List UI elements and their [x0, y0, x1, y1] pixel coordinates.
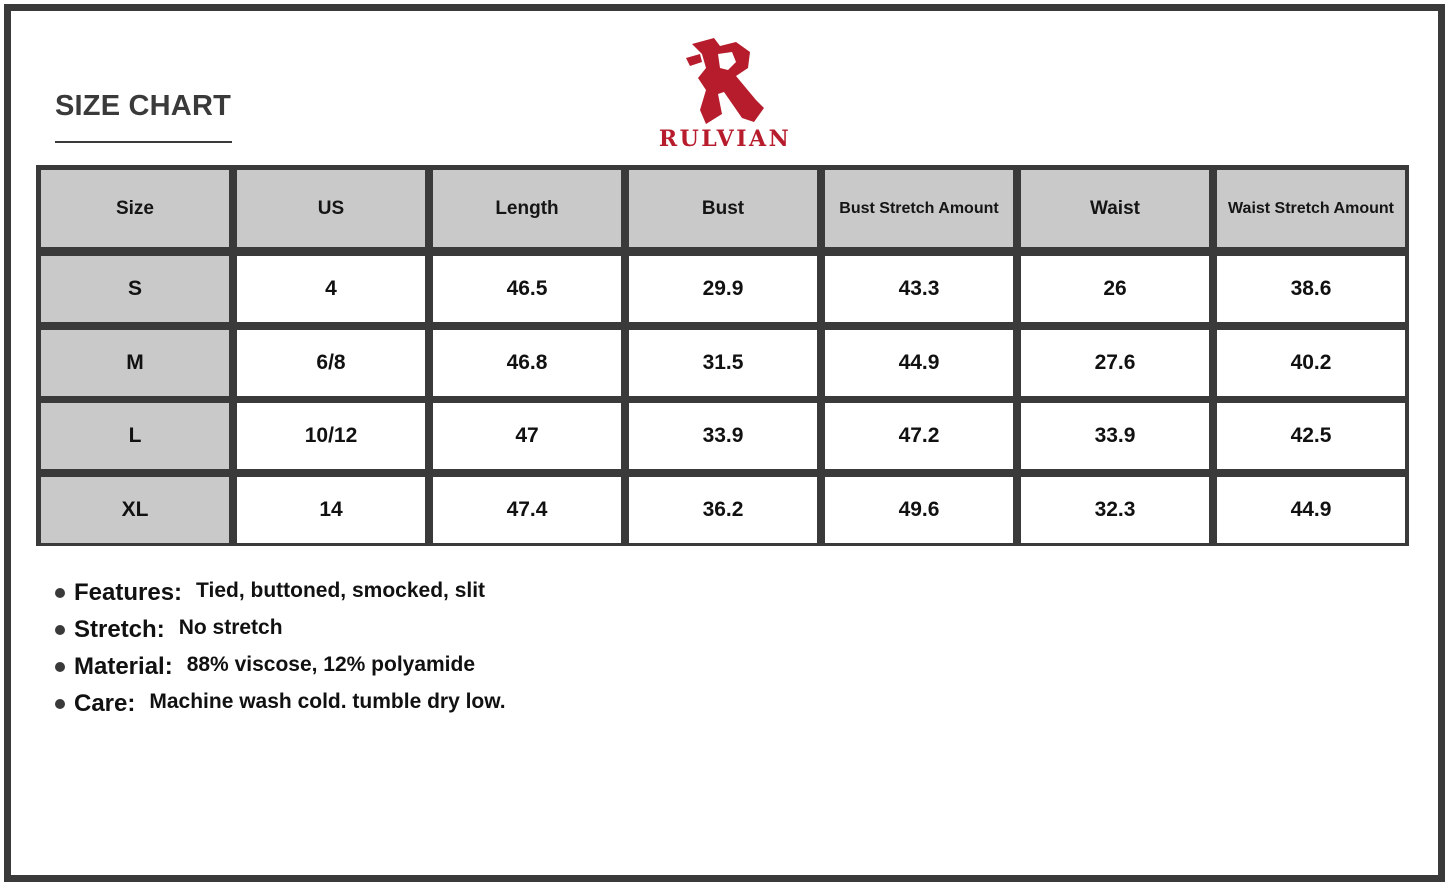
bullet-icon: [55, 588, 65, 598]
column-header: Waist Stretch Amount: [1217, 170, 1405, 247]
table-cell: 33.9: [629, 403, 817, 469]
table-cell: 38.6: [1217, 256, 1405, 322]
feature-key: Stretch:: [74, 615, 165, 643]
size-label-cell: S: [41, 256, 229, 322]
feature-item: [55, 574, 955, 611]
table-cell: 49.6: [825, 477, 1013, 543]
table-cell: 29.9: [629, 256, 817, 322]
table-cell: 47.4: [433, 477, 621, 543]
size-label-cell: L: [41, 403, 229, 469]
column-header: Size: [41, 170, 229, 247]
table-cell: 44.9: [1217, 477, 1405, 543]
size-table: [36, 165, 1409, 546]
table-cell: 27.6: [1021, 330, 1209, 396]
feature-item: [55, 648, 955, 685]
table-cell: 33.9: [1021, 403, 1209, 469]
feature-value: 88% viscose, 12% polyamide: [186, 652, 476, 676]
column-header: Bust Stretch Amount: [825, 170, 1013, 247]
column-header: Length: [433, 170, 621, 247]
table-cell: 44.9: [825, 330, 1013, 396]
table-cell: 46.5: [433, 256, 621, 322]
table-cell: 6/8: [237, 330, 425, 396]
feature-key: Material:: [74, 652, 173, 680]
column-header: Bust: [629, 170, 817, 247]
bullet-icon: [55, 625, 65, 635]
table-cell: 32.3: [1021, 477, 1209, 543]
table-cell: 31.5: [629, 330, 817, 396]
feature-value: Machine wash cold. tumble dry low.: [149, 689, 506, 713]
title-underline: [55, 141, 232, 143]
feature-value: Tied, buttoned, smocked, slit: [196, 578, 486, 602]
bullet-icon: [55, 699, 65, 709]
table-cell: 14: [237, 477, 425, 543]
column-header: US: [237, 170, 425, 247]
size-label-cell: M: [41, 330, 229, 396]
brand-logo: [650, 38, 800, 156]
table-cell: 43.3: [825, 256, 1013, 322]
rulvian-r-logo-icon: [684, 38, 764, 124]
table-cell: 40.2: [1217, 330, 1405, 396]
column-header: Waist: [1021, 170, 1209, 247]
table-cell: 47.2: [825, 403, 1013, 469]
size-label-cell: XL: [41, 477, 229, 543]
table-cell: 42.5: [1217, 403, 1405, 469]
feature-key: Features:: [74, 578, 183, 606]
feature-list: [55, 574, 955, 722]
page-title: SIZE CHART: [55, 90, 231, 122]
feature-item: [55, 685, 955, 722]
table-cell: 4: [237, 256, 425, 322]
table-cell: 10/12: [237, 403, 425, 469]
table-cell: 46.8: [433, 330, 621, 396]
feature-key: Care:: [74, 689, 136, 717]
brand-name: RULVIAN: [658, 126, 792, 152]
table-cell: 47: [433, 403, 621, 469]
table-cell: 36.2: [629, 477, 817, 543]
bullet-icon: [55, 662, 65, 672]
feature-value: No stretch: [178, 615, 283, 639]
feature-item: [55, 611, 955, 648]
table-cell: 26: [1021, 256, 1209, 322]
